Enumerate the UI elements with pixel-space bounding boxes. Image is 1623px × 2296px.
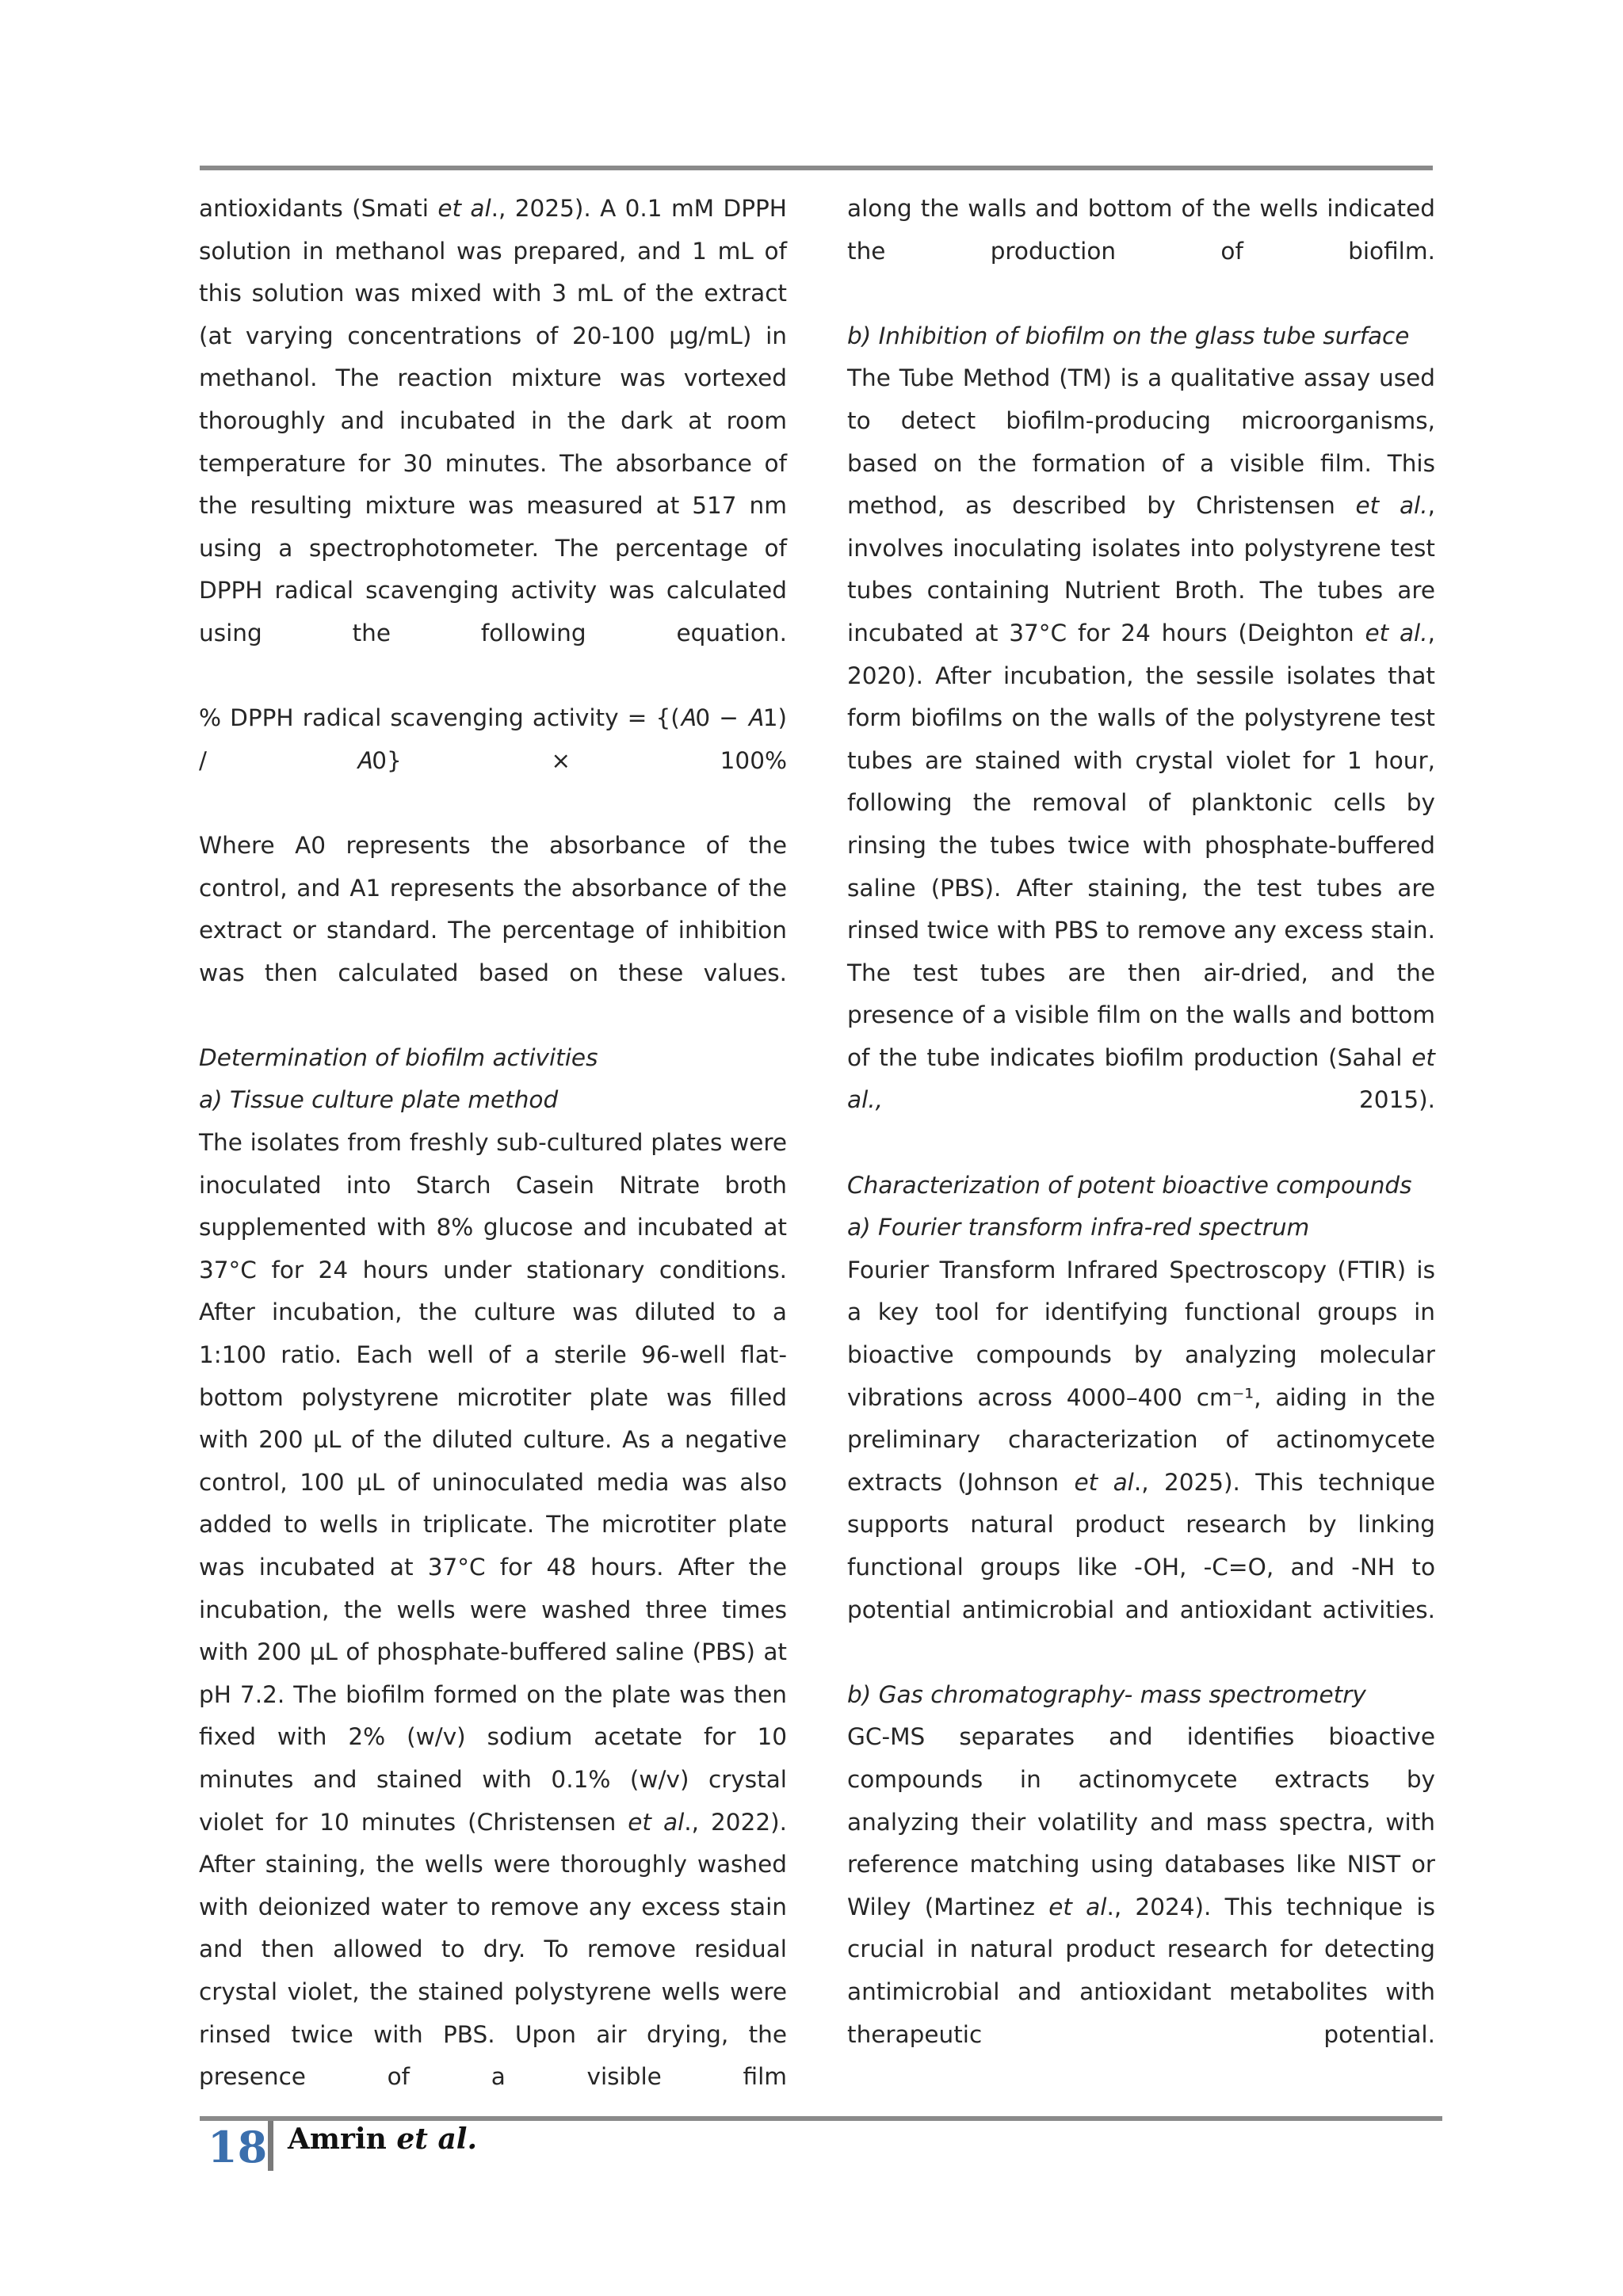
paragraph-tissue-culture-plate: The isolates from freshly sub-cultured plates were inoculated into Starch Casein Nitrate broth supplemented with 8% glucose and incubated at 37°C for 24 hours under stationary conditions. After incubation, the culture was diluted to a 1:100 ratio. Each well of a sterile 96-well flat-bottom polystyrene microtiter plate was filled with 200 µL of the diluted culture. As a negative control, 100 µL of uninoculated media was also added to wells in triplicate. The microtiter plate was incubated at 37°C for 48 hours. After the incubation, the wells were washed three times with 200 µL of phosphate-buffered saline (PBS) at pH 7.2. The biofilm formed on the plate was then fixed with 2% (w/v) sodium acetate for 10 minutes and stained with 0.1% (w/v) crystal violet for 10 minutes (Christensen et al., 2022). After staining, the wells were thoroughly washed with deionized water to remove any excess stain and then allowed to dry. To remove residual crystal violet, the stained polystyrene wells were rinsed twice with PBS. Upon air drying, the presence of a visible film <box>199 1129 788 2091</box>
paragraph-biofilm-indication: along the walls and bottom of the wells indicated the production of biofilm. <box>847 195 1435 265</box>
heading-glass-tube: b) Inhibition of biofilm on the glass tube surface <box>847 322 1410 349</box>
paragraph-ftir: Fourier Transform Infrared Spectroscopy (FTIR) is a key tool for identifying functional groups in bioactive compounds by analyzing molecular vibrations across 4000–400 cm⁻¹, aiding in the preliminary characterization of actinomycete extracts (Johnson et al., 2025). This technique supports natural product research by linking functional groups like -OH, -C=O, and -NH to potential antimicrobial and antioxidant activities. <box>847 1256 1435 1623</box>
footer-divider <box>268 2121 273 2171</box>
running-author: Amrin et al. <box>288 2122 477 2156</box>
heading-ftir: a) Fourier transform infra-red spectrum <box>847 1214 1310 1241</box>
page-number: 18 <box>208 2122 268 2172</box>
heading-biofilm-activities: Determination of biofilm activities <box>199 1043 598 1071</box>
header-rule <box>200 166 1433 170</box>
paragraph-tube-method: The Tube Method (TM) is a qualitative assay used to detect biofilm-producing microorganisms, based on the formation of a visible film. This method, as described by Christensen et al., involves inoculating isolates into polystyrene test tubes containing Nutrient Broth. The tubes are incubated at 37°C for 24 hours (Deighton et al., 2020). After incubation, the sessile isolates that form biofilms on the walls of the polystyrene test tubes are stained with crystal violet for 1 hour, following the removal of planktonic cells by rinsing the tubes twice with phosphate-buffered saline (PBS). After staining, the test tubes are rinsed twice with PBS to remove any excess stain. The test tubes are then air-dried, and the presence of a visible film on the walls and bottom of the tube indicates biofilm production (Sahal et al., 2015). <box>847 364 1435 1114</box>
paragraph-gcms: GC-MS separates and identifies bioactive compounds in actinomycete extracts by analyzing their volatility and mass spectra, with reference matching using databases like NIST or Wiley (Martinez et al., 2024). This technique is crucial in natural product research for detecting antimicrobial and antioxidant metabolites with therapeutic potential. <box>847 1723 1435 2048</box>
dpph-equation: % DPPH radical scavenging activity = {(𝐴0 − 𝐴1) / 𝐴0} × 100% <box>199 704 787 774</box>
paragraph-dpph-method: antioxidants (Smati et al., 2025). A 0.1 mM DPPH solution in methanol was prepared, and 1 mL of this solution was mixed with 3 mL of the extract (at varying concentrations of 20-100 μg/mL) in methanol. The reaction mixture was vortexed thoroughly and incubated in the dark at room temperature for 30 minutes. The absorbance of the resulting mixture was measured at 517 nm using a spectrophotometer. The percentage of DPPH radical scavenging activity was calculated using the following equation. <box>199 195 787 646</box>
paragraph-equation-explanation: Where A0 represents the absorbance of the control, and A1 represents the absorbance of the extract or standard. The percentage of inhibition was then calculated based on these values. <box>199 831 787 986</box>
heading-tissue-culture-plate: a) Tissue culture plate method <box>199 1086 559 1114</box>
right-column <box>847 188 1435 2056</box>
heading-characterization: Characterization of potent bioactive compounds <box>847 1171 1412 1199</box>
heading-gcms: b) Gas chromatography- mass spectrometry <box>847 1680 1366 1708</box>
left-column <box>199 188 787 2099</box>
